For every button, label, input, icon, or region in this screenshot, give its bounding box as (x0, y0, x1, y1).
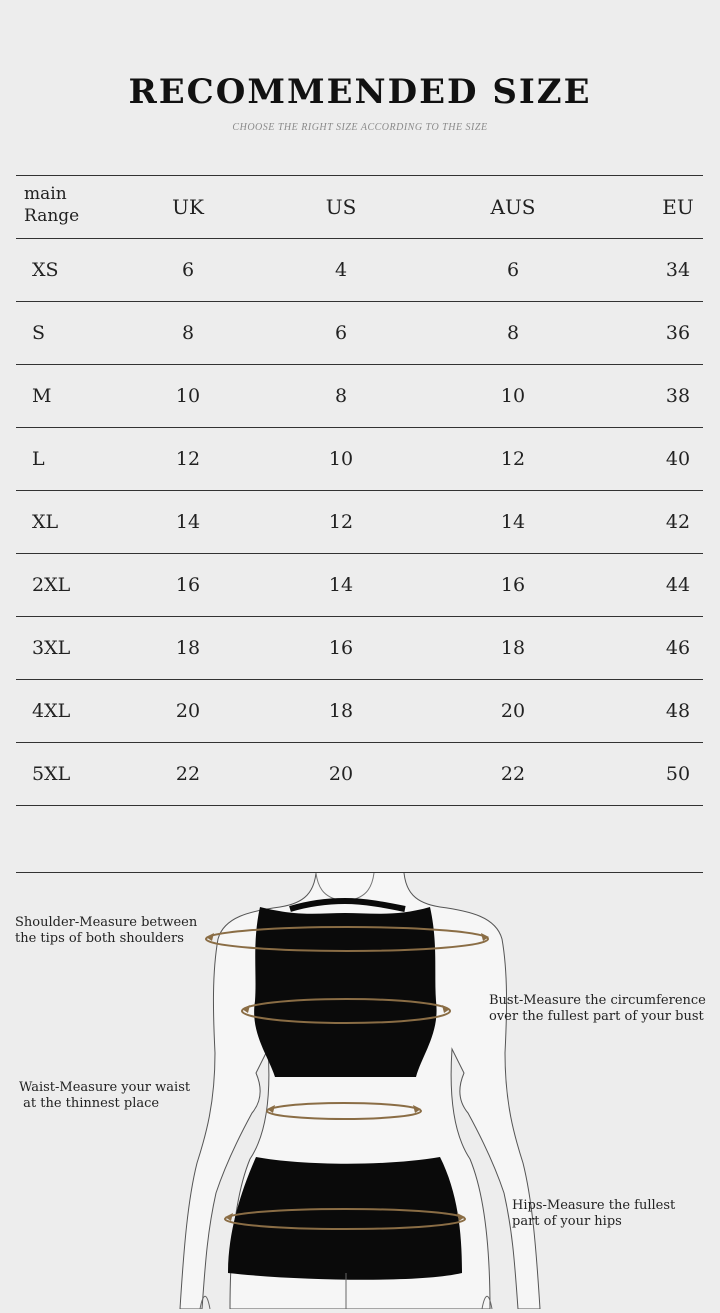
page-subtitle: CHOOSE THE RIGHT SIZE ACCORDING TO THE SIZE (232, 122, 488, 133)
cell-size: 3XL (32, 637, 71, 659)
cell-us: 14 (328, 574, 354, 596)
page-title: RECOMMENDED SIZE (128, 72, 592, 112)
cell-uk: 8 (181, 322, 195, 344)
cell-uk: 10 (175, 385, 201, 407)
cell-size: XL (32, 511, 59, 533)
cell-eu: 36 (665, 322, 691, 344)
cell-eu: 38 (665, 385, 691, 407)
table-row (16, 302, 703, 365)
cell-uk: 20 (175, 700, 201, 722)
cell-uk: 12 (175, 448, 201, 470)
header-aus: AUS (490, 195, 536, 219)
cell-uk: 18 (175, 637, 201, 659)
cell-uk: 14 (175, 511, 201, 533)
size-table (16, 175, 703, 806)
shoulder-measure-label: Shoulder-Measure between the tips of both shoulders (15, 915, 198, 946)
cell-aus: 6 (506, 259, 520, 281)
cell-eu: 46 (665, 637, 691, 659)
cell-aus: 20 (500, 700, 526, 722)
cell-us: 12 (328, 511, 354, 533)
cell-size: S (32, 322, 46, 344)
cell-size: XS (32, 259, 59, 281)
table-row (16, 428, 703, 491)
cell-us: 16 (328, 637, 354, 659)
cell-aus: 10 (500, 385, 526, 407)
cell-uk: 22 (175, 763, 201, 785)
header-uk: UK (172, 195, 204, 219)
cell-us: 8 (334, 385, 348, 407)
cell-eu: 42 (665, 511, 691, 533)
shorts-garment (228, 1157, 462, 1280)
header-us: US (325, 195, 357, 219)
cell-us: 20 (328, 763, 354, 785)
cell-aus: 18 (500, 637, 526, 659)
table-row (16, 554, 703, 617)
cell-uk: 6 (181, 259, 195, 281)
table-row (16, 743, 703, 806)
cell-size: M (32, 385, 52, 407)
cell-uk: 16 (175, 574, 201, 596)
cell-size: 5XL (32, 763, 71, 785)
header-main-range: main Range (24, 184, 80, 226)
crop-top-garment (254, 907, 436, 1077)
table-row (16, 365, 703, 428)
cell-us: 18 (328, 700, 354, 722)
body-measurement-figure (0, 873, 720, 1309)
cell-eu: 34 (665, 259, 691, 281)
cell-us: 6 (334, 322, 348, 344)
cell-us: 4 (334, 259, 348, 281)
cell-eu: 50 (665, 763, 691, 785)
bust-measure-label: Bust-Measure the circumference over the fullest part of your bust (489, 993, 706, 1024)
cell-size: 4XL (32, 700, 71, 722)
cell-size: L (32, 448, 45, 470)
cell-aus: 8 (506, 322, 520, 344)
cell-aus: 16 (500, 574, 526, 596)
hips-measure-label: Hips-Measure the fullest part of your hips (512, 1198, 676, 1229)
cell-aus: 12 (500, 448, 526, 470)
cell-eu: 40 (665, 448, 691, 470)
waist-measure-label: Waist-Measure your waist at the thinnest place (19, 1080, 191, 1111)
table-row (16, 239, 703, 302)
table-row (16, 617, 703, 680)
cell-eu: 48 (665, 700, 691, 722)
cell-size: 2XL (32, 574, 71, 596)
cell-us: 10 (328, 448, 354, 470)
table-row (16, 680, 703, 743)
cell-aus: 14 (500, 511, 526, 533)
header-eu: EU (662, 195, 694, 219)
cell-aus: 22 (500, 763, 526, 785)
table-row (16, 491, 703, 554)
table-header-row (16, 176, 703, 239)
cell-eu: 44 (665, 574, 691, 596)
